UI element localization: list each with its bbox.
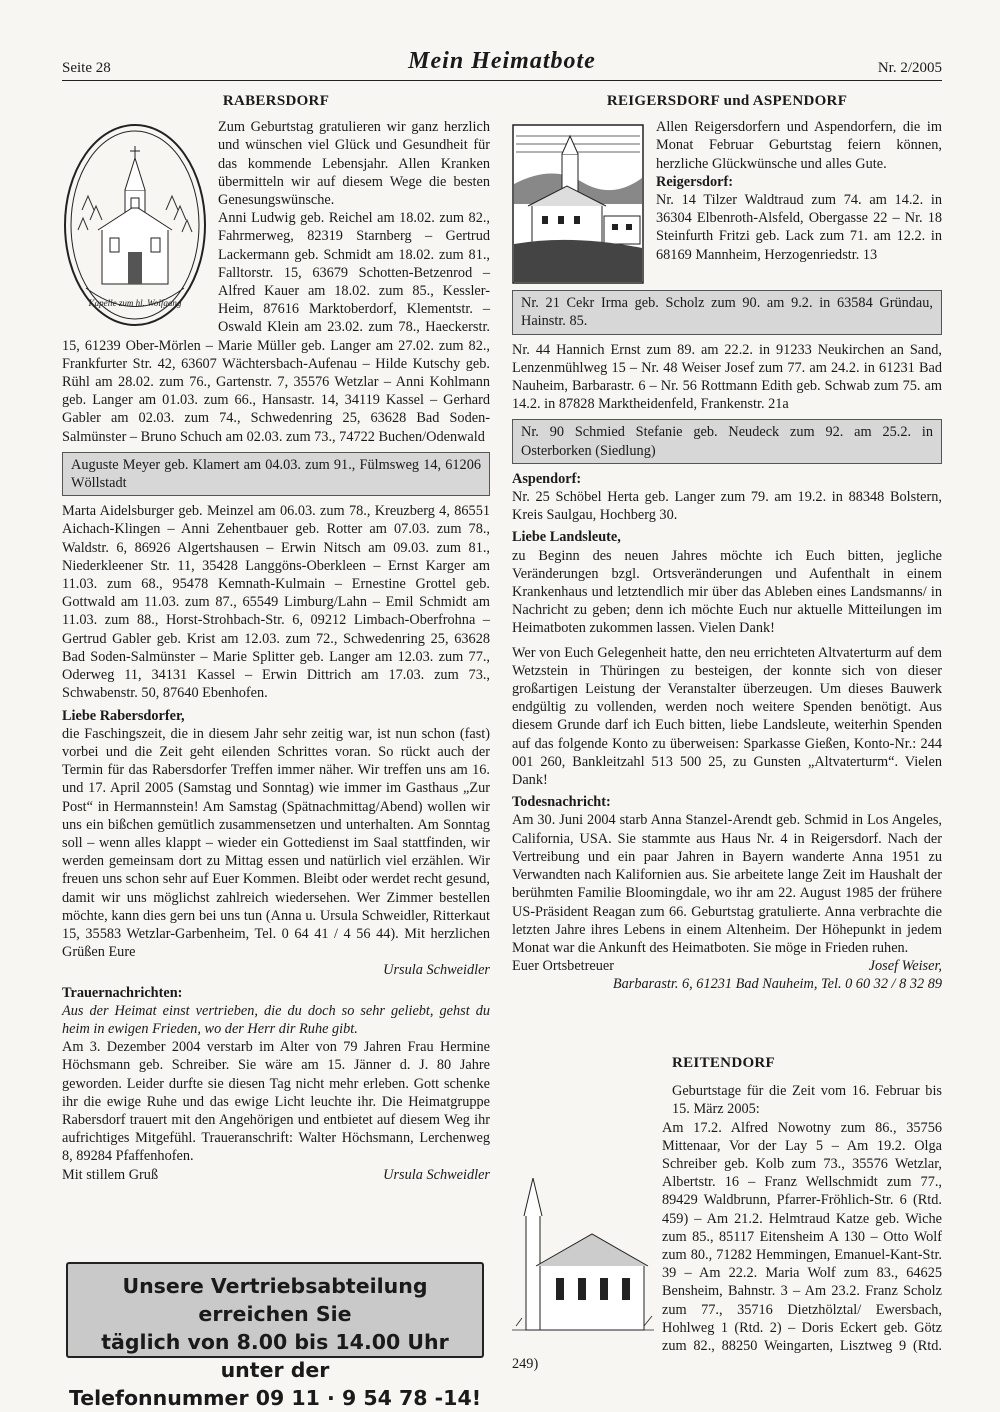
ortsbetreuer-label: Euer Ortsbetreuer [512, 958, 615, 975]
section-title-rabersdorf: RABERSDORF [222, 93, 330, 109]
ad-line-3: Telefonnummer 09 11 · 9 54 78 -14! [68, 1386, 482, 1410]
reigersdorf-list-2: Nr. 44 Hannich Ernst zum 89. am 22.2. in 91233 Neukirchen an Sand, Lenzenmühlweg 15 – Nr. 48 Weiser Josef zum 77. am 24.2. in 61231 Bad Nauheim, Barbarastr. 6 – Nr. 56 Rottmann Edith geb. Schwab zum 75. am 14.2. in 87828 Marktheidenfeld, Frankenstr. 21a [512, 341, 942, 413]
section-title-reigersdorf: REIGERSDORF und ASPENDORF [606, 93, 848, 109]
right-column [512, 92, 942, 994]
emblem-caption: Kapelle zum hl. Wolfgang [88, 298, 182, 309]
obituary-paragraph: Am 3. Dezember 2004 verstarb im Alter von 79 Jahren Frau Hermine Höchsmann geb. Schreiber. Sie wäre am 15. Jänner d. J. 80 Jahre geworden. Leider durfte sie diesen Tag nicht mehr erleben. Gott schenke ihr die ewige Ruhe und das ewige Licht leuchte ihr. Die Heimatgruppe Rabersdorf trauert mit den Angehörigen und entbietet auf diesem Weg ihr aufrichtiges Mitgefühl. Traueranschrift: Walter Höchsmann, Lerchenweg 8, 89284 Pfaffenhofen. [62, 1039, 490, 1165]
heading-liebe-rabersdorfer: Liebe Rabersdorfer, [62, 707, 185, 724]
advertisement-box [66, 1262, 484, 1410]
heading-liebe-landsleute: Liebe Landsleute, [512, 529, 621, 546]
left-column [62, 92, 490, 1184]
reigersdorf-intro: Allen Reigersdorfern und Aspendorfern, die im Monat Februar Geburtstag feiern können, herzliche Glückwünsche und alles Gute. [656, 119, 942, 172]
reigersdorf-list-1: Nr. 14 Tilzer Waldtraud zum 74. am 14.2. in 36304 Elbenroth-Alsfeld, Obergasse 22 – Nr. 18 Steinfurth Fritzi geb. Lack zum 71. am 12.2. in 68169 Mannheim, Herzogenriedstr. 13 [656, 192, 942, 263]
ortsbetreuer-address: Barbarastr. 6, 61231 Bad Nauheim, Tel. 0 60 32 / 8 32 89 [612, 976, 942, 993]
signature-ursula-2: Ursula Schweidler [383, 1166, 490, 1183]
intro-paragraph: Zum Geburtstag gratulieren wir ganz herzlich und wünschen viel Glück und Gesundheit für das kommende Lebensjahr. Allen Kranken übermitteln wir auf diesem Wege die besten Genesungswünsche. [218, 119, 490, 209]
highlight-box-auguste-meyer: Auguste Meyer geb. Klamert am 04.03. zum 91., Fülmsweg 14, 61206 Wöllstadt [62, 452, 490, 496]
heading-aspendorf: Aspendorf: [512, 470, 582, 487]
altvaterturm-paragraph: Wer von Euch Gelegenheit hatte, den neu errichteten Altvaterturm auf dem Wetzstein in Thüringen zu besteigen, der konnte sich von dieser großartigen Leistung der Veranstalter überzeugen. Um dieses Bauwerk endgültig zu vollenden, werden noch weitere Spenden benötigt. Aus diesem Grunde darf ich Euch bitten, liebe Landsleute, weiterhin Spenden auf das folgende Konto zu überweisen: Sparkasse Gießen, Konto-Nr.: 244 001 260, Bankleitzahl 513 500 25, zu Gunsten „Altvaterturm“. Vielen Dank! [512, 644, 942, 789]
page-header [62, 48, 942, 81]
landsleute-paragraph: zu Beginn des neuen Jahres möchte ich Euch bitten, jegliche Veränderungen bzgl. Ortsveränderungen und Aufenthalt in einem Krankenhaus und letztendlich mir über das Ableben eines Landsmanns/ in Nachricht zu geben; denn ich möchte Euch nur aktuelle Mitteilungen im Heimatboten zukommen lassen. Vielen Dank! [512, 547, 942, 637]
village-church-illustration [512, 124, 644, 284]
heading-trauernachrichten: Trauernachrichten: [62, 984, 183, 1001]
highlight-box-schmied-stefanie: Nr. 90 Schmied Stefanie geb. Neudeck zum 92. am 25.2. in Osterborken (Siedlung) [512, 419, 942, 463]
greeting: Mit stillem Gruß [62, 1166, 159, 1183]
aspendorf-list: Nr. 25 Schöbel Herta geb. Langer zum 79. am 19.2. in 88348 Bolstern, Kreis Saulgau, Hochberg 30. [512, 489, 942, 524]
reitendorf-section [512, 1054, 942, 1373]
page-number: Seite 28 [62, 60, 111, 76]
reitendorf-church-illustration [512, 1178, 654, 1338]
ortsbetreuer-signature [512, 957, 942, 975]
memorial-verse: Aus der Heimat einst vertrieben, die du doch so sehr geliebt, gehst du heim in ewigen Frieden, wo der Herr dir Ruhe gibt. [62, 1002, 490, 1037]
reitendorf-list: Am 17.2. Alfred Nowotny zum 86., 35756 Mittenaar, Vor der Lay 5 – Am 19.2. Olga Schreiber geb. Kolb zum 73., 35576 Wetzlar, Albertstr. 16 – Franz Wellschmidt zum 77., 89429 Waldbrunn, Pfarrer-Fröhlich-Str. 6 (Rtd. 459) – Am 21.2. Helmtraud Katze geb. Wiche zum 85., 85117 Eitensheim A 130 – Otto Wolf zum 80., 71282 Hemmingen, Emanuel-Kant-Str. 39 – Am 22.2. Maria Wolf zum 83., 64625 Bensheim, Bahnstr. 3 – Am 23.2. Franz Scholz zum 77., 35716 Dietzhölztal/ Ewersbach, Hohlweg 1 (Rtd. 2) – Doris Eckert geb. Götz zum 82., 88250 Weingarten, Lisztweg 9 (Rtd. 249) [512, 1119, 942, 1373]
issue-number: Nr. 2/2005 [877, 60, 942, 76]
letter-paragraph: die Faschingszeit, die in diesem Jahr sehr zeitig war, ist nun schon (fast) vorbei und die Zeit geht eilenden Schrittes voran. So rückt auch der Termin für das Rabersdorfer Treffen immer näher. Wir treffen uns am 16. und 17. April 2005 (Samstag und Sonntag) wie immer im Gasthaus „Zur Post“ in Hermannstein! Am Samstag (Spätnachmittag/Abend) wollen wir uns ein bißchen gemütlich zusammensetzen und unterhalten. Am Sonntag soll – wenn alles klappt – wieder ein Gottedienst im Saal stattfinden, wir werden gemeinsam dort zu Mittag essen und natürlich viel erzählen. Wir freuen uns schon sehr auf Euer Kommen. Bleibt oder werdet recht gesund, damit wir uns möglichst zahlreich wiedersehen. Wer Zimmer bestellen möchte, kann dies gern bei uns tun (Anna u. Ursula Schweidler, Ritterkaut 15, 35583 Wetzlar-Garbenheim, Tel. 0 64 41 / 4 56 44). Mit herzlichen Grüßen Eure [62, 725, 490, 961]
masthead: Mein Heimatbote [408, 48, 596, 74]
reitendorf-intro: Geburtstage für die Zeit vom 16. Februar bis 15. März 2005: [672, 1083, 942, 1118]
ortsbetreuer-name: Josef Weiser, [868, 958, 942, 975]
highlight-box-cekr-irma: Nr. 21 Cekr Irma geb. Scholz zum 90. am 9.2. in 63584 Gründau, Hainstr. 85. [512, 290, 942, 334]
signature-ursula-1: Ursula Schweidler [383, 962, 490, 979]
ad-line-2: täglich von 8.00 bis 14.00 Uhr unter der [101, 1330, 449, 1382]
chapel-emblem-illustration [62, 120, 208, 330]
birthday-list-2: Marta Aidelsburger geb. Meinzel am 06.03. zum 78., Kreuzberg 4, 86551 Aichach-Klingen – Anni Zehentbauer geb. Rotter am 07.03. zum 78., Waldstr. 6, 86926 Algertshausen – Erwin Nitsch am 09.03. zum 81., Niederkleener Str. 11, 35428 Langgöns-Oberkleen – Ernst Karger am 11.03. zum 68., 95478 Kemnath-Kulmain – Ernestine Grottel geb. Gottwald am 11.03. zum 87., 65549 Limburg/Lahn – Emil Schmidt am 11.03. zum 88., Horst-Strohbach-Str. 6, 09212 Limbach-Oberfrohna – Gertrud Gabler geb. Krist am 12.03. zum 72., Schwedenring 25, 63628 Bad Soden-Salmünster – Marie Splitter geb. Langer am 12.03. zum 77., Oderweg 11, 34131 Kassel – Erwin Dittrich am 17.03. zum 73., Schwabenstr. 50, 87640 Ebenhofen. [62, 503, 490, 702]
birthday-list-1: Anni Ludwig geb. Reichel am 18.02. zum 82., Fahrmerweg, 82319 Starnberg – Gertrud Lackermann geb. Schmidt am 18.02. zum 81., Falltorstr. 15, 63679 Schotten-Betzenrod – Alfred Kauer am 18.02. zum 85., Kessler-Heim, 87616 Marktoberdorf, Klementstr. – Oswald Klein am 23.02. zum 78., Haeckerstr. 15, 61239 Ober-Mörlen – Marie Müller geb. Langer am 27.02. zum 82., Frankfurter Str. 42, 63607 Wächtersbach-Aufenau – Hilde Kutschy geb. Rühl am 28.02. zum 76., Gartenstr. 7, 35576 Wetzlar – Anni Kohlmann geb. Langer am 01.03. zum 66., Hansastr. 14, 34119 Kassel – Gerhard Gabler am 02.03. zum 74., Schwedenring 25, 63628 Bad Soden-Salmünster – Bruno Schuch am 02.03. zum 73., 74722 Buchen/Odenwald [62, 210, 490, 445]
death-notice-paragraph: Am 30. Juni 2004 starb Anna Stanzel-Arendt geb. Schmid in Los Angeles, California, USA. Sie stammte aus Haus Nr. 4 in Reigersdorf. Nach der Vertreibung und ein paar Jahren in Bayern wanderte Anna 1951 zu Verwandten nach Kalifornien aus. Sie arbeitete lange Zeit im Haushalt der berühmten Familie Bloomingdale, wo ihr am 22. August 1985 der frühere US-Präsident Reagan zum 66. Geburtstag gratulierte. Anna verbrachte die letzten Jahre ihres Lebens in einem Altenheim. Der Höhepunkt in jedem Monat war die Ankunft des Heimatboten. Sie möge in Frieden ruhen. [512, 812, 942, 956]
closing-line [62, 1166, 490, 1184]
ad-line-1: Unsere Vertriebsabteilung erreichen Sie [122, 1274, 428, 1326]
heading-todesnachricht: Todesnachricht: [512, 794, 611, 811]
section-title-reitendorf: REITENDORF [672, 1055, 776, 1071]
heading-reigersdorf: Reigersdorf: [656, 173, 734, 190]
